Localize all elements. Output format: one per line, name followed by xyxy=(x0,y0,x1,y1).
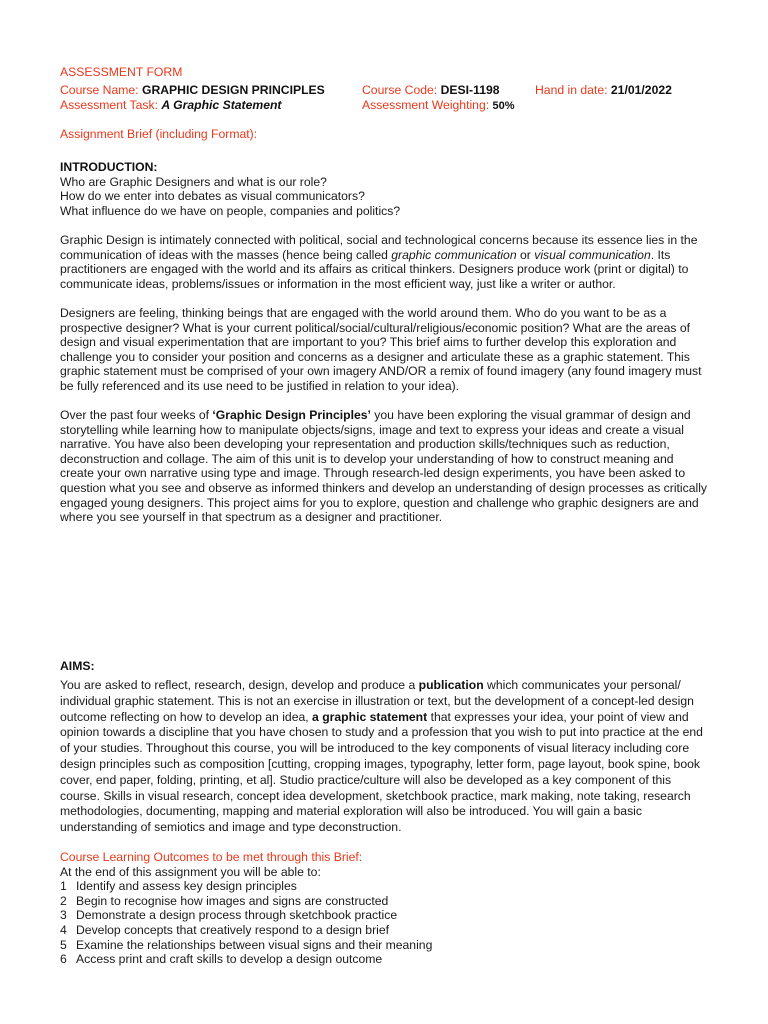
task-value: A Graphic Statement xyxy=(161,98,282,112)
weighting-label: Assessment Weighting: xyxy=(362,98,490,112)
list-item: 1 Identify and assess key design principles xyxy=(60,879,297,894)
intro-paragraph-2: Designers are feeling, thinking beings that are engaged with the world around them. Who do you want to be as a prospective designer? What is your current political/social/cultural/religious/economic position? What are the areas of design and visual experimentation that are important to you? This brief aims to further develop this exploration and challenge you to consider your position and concerns as a designer and articulate these as a graphic statement. This graphic statement must be comprised of your own imagery AND/OR a remix of found imagery (any found imagery must be fully referenced and its use need to be justified in relation to your idea). xyxy=(60,305,702,393)
outcomes-intro: At the end of this assignment you will be able to: xyxy=(60,864,321,879)
list-item: 2 Begin to recognise how images and signs are constructed xyxy=(60,893,389,908)
course-name-value: GRAPHIC DESIGN PRINCIPLES xyxy=(141,83,325,97)
list-item: 4 Develop concepts that creatively respond to a design brief xyxy=(60,922,389,937)
course-name-row xyxy=(60,83,325,98)
course-name-label: Course Name: xyxy=(60,83,139,97)
introduction-section xyxy=(60,160,708,525)
intro-paragraph-1: Graphic Design is intimately connected with political, social and technological concerns because its essence lies in the communication of ideas with the masses (hence being called graphic communication or visual communication. Its practitioners are engaged with the world and its affairs as critical thinkers. Designers produce work (print or digital) to communicate ideas, problems/issues or information in the most efficient way, just like a writer or author. xyxy=(60,232,698,291)
course-code-value: DESI-1198 xyxy=(440,83,500,97)
weighting-row xyxy=(362,98,515,114)
introduction-heading: INTRODUCTION: xyxy=(60,160,158,174)
list-item: 6 Access print and craft skills to develop a design outcome xyxy=(60,952,383,967)
outcomes-list xyxy=(60,879,708,967)
intro-question: What influence do we have on people, companies and politics? xyxy=(60,203,401,218)
outcomes-section xyxy=(60,850,708,967)
hand-in-date: 21/01/2022 xyxy=(610,83,672,97)
form-title: ASSESSMENT FORM xyxy=(60,65,183,79)
aims-section xyxy=(60,659,708,836)
task-label: Assessment Task: xyxy=(60,98,158,112)
aims-heading: AIMS: xyxy=(60,659,95,673)
hand-in-label: Hand in date: xyxy=(535,83,608,97)
list-item: 3 Demonstrate a design process through sketchbook practice xyxy=(60,908,398,923)
hand-in-row xyxy=(535,83,672,98)
course-code-label: Course Code: xyxy=(362,83,438,97)
intro-paragraph-3: Over the past four weeks of ‘Graphic Design Principles’ you have been exploring the visual grammar of design and storytelling while learning how to manipulate objects/signs, image and text to express your ideas and create a visual narrative. You have also been developing your representation and production skills/techniques such as reduction, deconstruction and collage. The aim of this unit is to develop your understanding of how to construct meaning and create your own narrative using type and image. Through research-led design experiments, you have been asked to question what you see and observe as informed thinkers and develop an understanding of design processes as critically engaged young designers. This project aims for you to explore, question and challenge who graphic designers are and where you see yourself in that spectrum as a designer and practitioner. xyxy=(60,408,708,525)
intro-question: Who are Graphic Designers and what is our role? xyxy=(60,174,327,189)
outcomes-heading: Course Learning Outcomes to be met through this Brief: xyxy=(60,850,363,864)
course-code-row xyxy=(362,83,500,98)
list-item: 5 Examine the relationships between visual signs and their meaning xyxy=(60,937,433,952)
intro-question: How do we enter into debates as visual communicators? xyxy=(60,189,365,204)
brief-label: Assignment Brief (including Format): xyxy=(60,127,258,141)
task-row xyxy=(60,98,282,113)
weighting-value: 50% xyxy=(492,100,515,112)
aims-paragraph: You are asked to reflect, research, design, develop and produce a publication which communicates your personal/ individual graphic statement. This is not an exercise in illustration or text, but the development of a concept-led design outcome reflecting on how to develop an idea, a graphic statement that expresses your idea, your point of view and opinion towards a discipline that you have chosen to study and a profession that you wish to put into practice at the end of your studies. Throughout this course, you will be introduced to the key components of visual literacy including core design principles such as composition [cutting, cropping images, typography, letter form, page layout, book spine, book cover, end paper, folding, printing, et al]. Studio practice/culture will also be developed as a key component of this course. Skills in visual research, concept idea development, sketchbook practice, mark making, note taking, research methodologies, documenting, mapping and material exploration will also be introduced. You will gain a basic understanding of semiotics and image and type deconstruction. xyxy=(60,678,703,835)
